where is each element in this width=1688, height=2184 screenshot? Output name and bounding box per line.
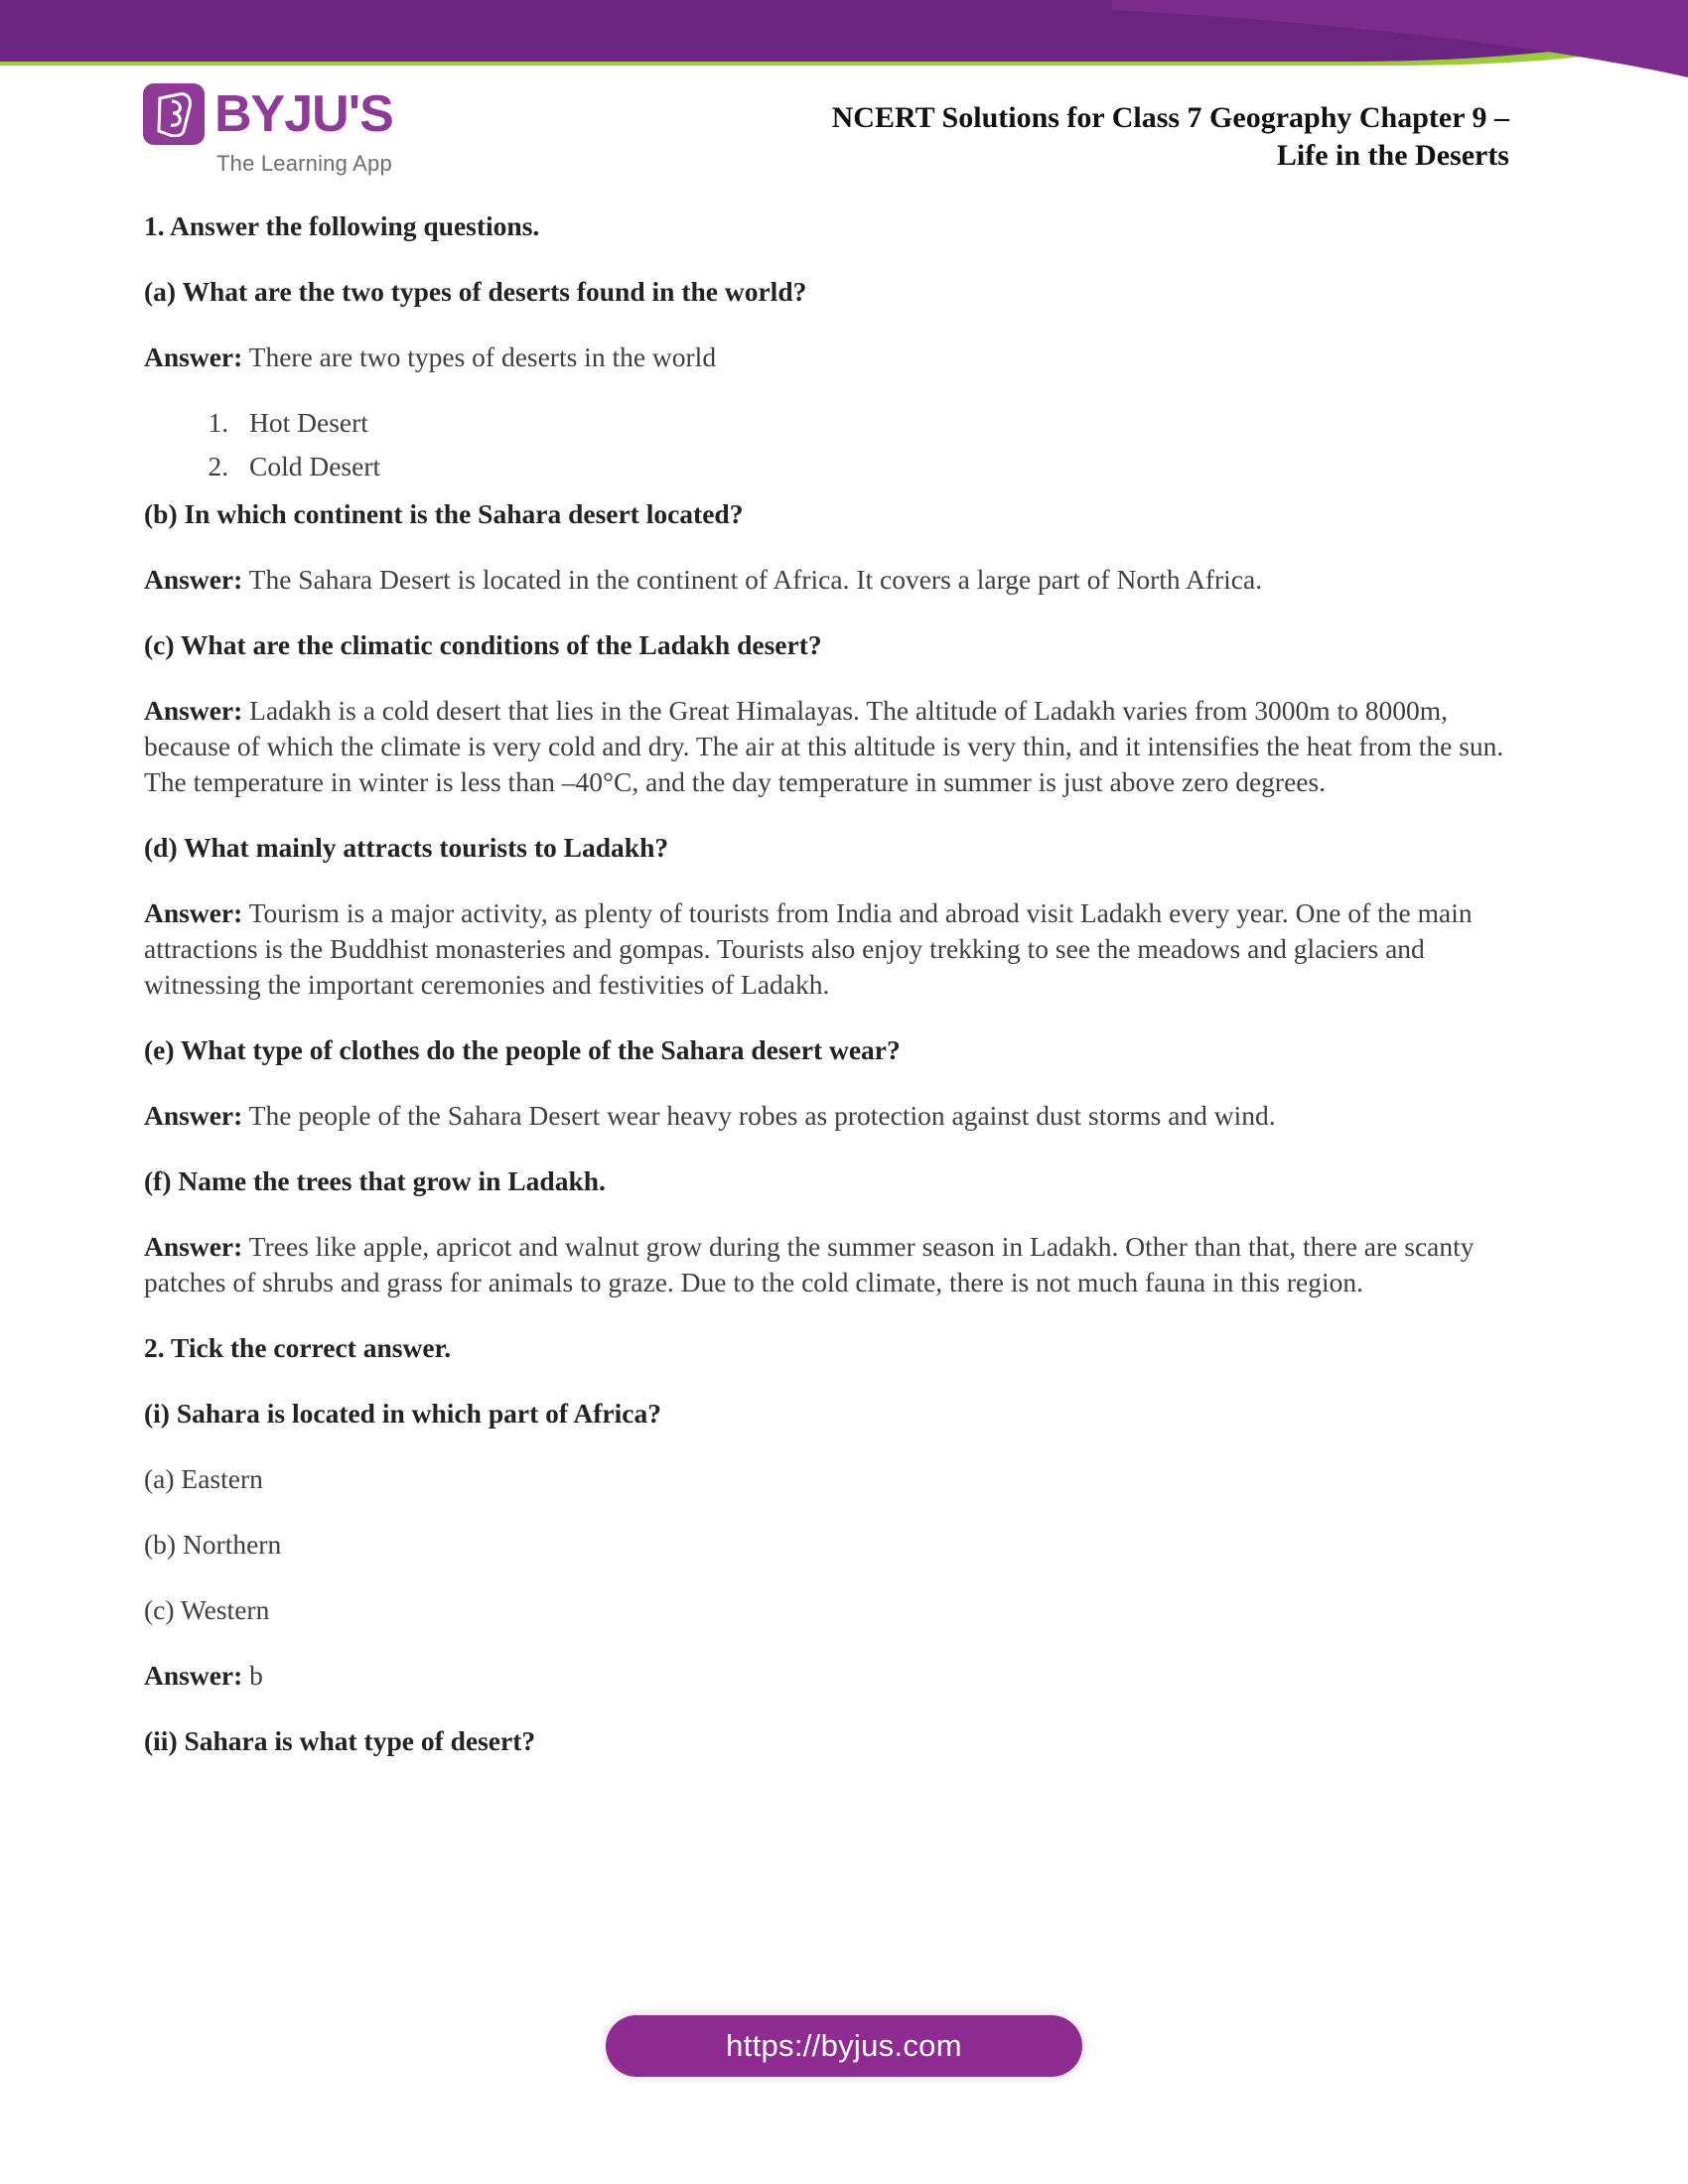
logo-tagline: The Learning App	[216, 151, 392, 176]
list-item: 1. Hot Desert	[235, 401, 1506, 445]
list-item: 2. Cold Desert	[235, 445, 1506, 488]
mcq-option-b: (b) Northern	[144, 1529, 282, 1560]
question-c: (c) What are the climatic conditions of the Ladakh desert?	[144, 629, 822, 660]
answer-d	[144, 895, 1506, 1003]
mcq-question-ii: (ii) Sahara is what type of desert?	[144, 1725, 536, 1756]
question-f: (f) Name the trees that grow in Ladakh.	[144, 1165, 606, 1196]
page-title-line-1: NCERT Solutions for Class 7 Geography Chapter 9 –	[831, 101, 1509, 134]
document-body	[144, 208, 1506, 1789]
answer-f	[144, 1229, 1506, 1300]
byjus-url-button[interactable]	[606, 2015, 1082, 2077]
answer-text: b	[242, 1660, 263, 1691]
header-green-band	[0, 0, 1688, 66]
answer-text: Tourism is a major activity, as plenty of tourists from India and abroad visit Ladakh every year. One of the main attractions is the Buddhist monasteries and gompas. Tourists also enjoy trekking to see the meadows and glaciers and witnessing the important ceremonies and festivities of Ladakh.	[144, 897, 1473, 1000]
question-b: (b) In which continent is the Sahara desert located?	[144, 498, 744, 529]
answer-label: Answer:	[144, 1100, 243, 1131]
byjus-b-glyph-icon	[154, 91, 194, 137]
mcq-option-c: (c) Western	[144, 1594, 270, 1625]
byjus-mark-icon	[143, 83, 205, 145]
mcq-question-i: (i) Sahara is located in which part of Africa?	[144, 1398, 661, 1429]
answer-label: Answer:	[144, 897, 243, 928]
page-title-line-2: Life in the Deserts	[1276, 139, 1509, 172]
question-a: (a) What are the two types of deserts found in the world?	[144, 276, 807, 307]
question-e: (e) What type of clothes do the people of the Sahara desert wear?	[144, 1034, 901, 1065]
header-purple-corner-swoosh	[1112, 0, 1688, 77]
answer-c	[144, 693, 1506, 800]
byjus-url-label: https://byjus.com	[726, 2028, 962, 2063]
answer-text: The Sahara Desert is located in the continent of Africa. It covers a large part of North Africa.	[242, 564, 1263, 595]
answer-label: Answer:	[144, 1660, 243, 1691]
mcq-option-a: (a) Eastern	[144, 1463, 263, 1494]
question-d: (d) What mainly attracts tourists to Ladakh?	[144, 832, 669, 863]
answer-text: Trees like apple, apricot and walnut grow during the summer season in Ladakh. Other than that, there are scanty patches of shrubs and grass for animals to graze. Due to the cold climate, there is not much fauna in this region.	[144, 1231, 1475, 1297]
mcq-answer-i	[144, 1658, 1506, 1694]
header-purple-band	[0, 0, 1688, 62]
logo-wordmark: BYJU'S	[214, 85, 393, 143]
section-1-heading: 1. Answer the following questions.	[144, 210, 540, 241]
answer-label: Answer:	[144, 695, 243, 726]
answer-label: Answer:	[144, 1231, 243, 1262]
desert-types-list	[144, 401, 1506, 488]
answer-b	[144, 562, 1506, 598]
answer-label: Answer:	[144, 341, 243, 372]
answer-text: There are two types of deserts in the world	[242, 341, 717, 372]
answer-text: Ladakh is a cold desert that lies in the Great Himalayas. The altitude of Ladakh varies from 3000m to 8000m, because of which the climate is very cold and dry. The air at this altitude is very thin, and it intensifies the heat from the sun. The temperature in winter is less than –40°C, and the day temperature in summer is just above zero degrees.	[144, 695, 1504, 797]
answer-e	[144, 1098, 1506, 1134]
answer-label: Answer:	[144, 564, 243, 595]
answer-a	[144, 340, 1506, 375]
byjus-logo	[143, 83, 441, 176]
logo-row	[143, 83, 441, 145]
page-title	[556, 99, 1509, 175]
answer-text: The people of the Sahara Desert wear heavy robes as protection against dust storms and wind.	[242, 1100, 1276, 1131]
section-2-heading: 2. Tick the correct answer.	[144, 1332, 452, 1363]
